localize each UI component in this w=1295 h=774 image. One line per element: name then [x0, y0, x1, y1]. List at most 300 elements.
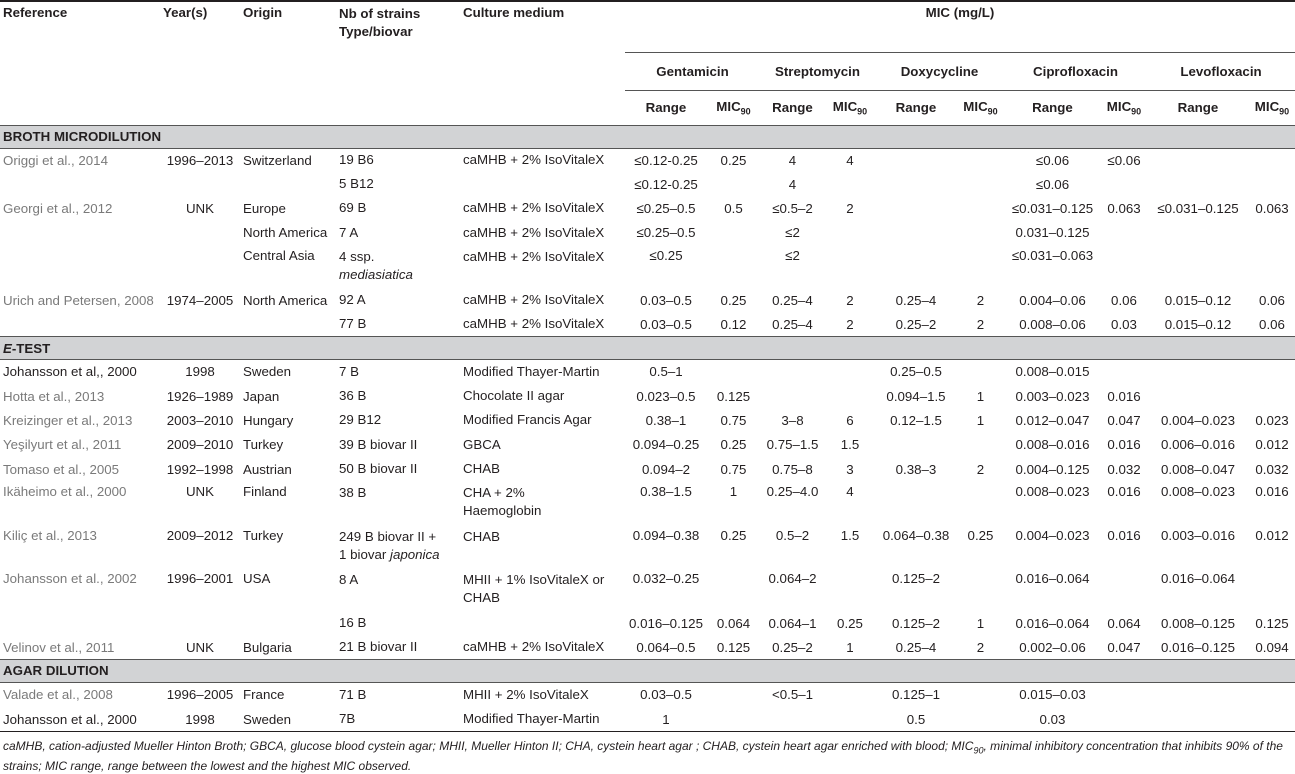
cell-origin: Turkey: [243, 437, 284, 453]
medium-line1: caMHB + 2% IsoVitaleX: [463, 292, 605, 308]
cell-origin: Turkey: [243, 527, 284, 543]
cell-mic90: 0.016: [1107, 437, 1141, 453]
cell-mic90: 0.125: [716, 639, 751, 655]
strains-line1: 36 B: [339, 388, 367, 403]
cell-range: 0.03–0.5: [640, 687, 692, 703]
cell-mic90: 0.047: [1107, 639, 1141, 655]
section-title-italic: E: [3, 340, 12, 356]
cell-mic90: [707, 221, 760, 245]
medium-line1: MHII + 1% IsoVitaleX or: [463, 572, 605, 588]
cell-mic90: [1249, 682, 1295, 707]
section-header-row: [0, 337, 1295, 360]
cell-mic90: [707, 360, 760, 384]
cell-range: 0.25–0.5: [890, 364, 942, 380]
header-row-2: [0, 53, 1295, 90]
cell-range: 0.094–0.38: [632, 527, 700, 543]
cell-range: <0.5–1: [771, 687, 814, 703]
cell-strains: [336, 611, 460, 636]
cell-mic90: [707, 568, 760, 611]
cell-range: [875, 148, 957, 172]
cell-mic90: [957, 172, 1004, 196]
section-title: BROTH MICRODILUTION: [0, 125, 1295, 148]
cell-range: ≤0.031–0.125: [1011, 200, 1094, 216]
cell-mic90: 0.25: [720, 437, 747, 453]
strains-line1: 5 B12: [339, 176, 374, 191]
cell-range: 0.125–2: [891, 571, 941, 587]
cell-mic90: 0.016: [1255, 484, 1289, 499]
col-header-years: Year(s): [160, 1, 240, 53]
cell-years: 1998: [185, 711, 215, 727]
cell-range: 1: [662, 711, 670, 727]
cell-range: 0.004–0.125: [1015, 461, 1090, 477]
cell-mic90: [825, 172, 875, 196]
subheader-mic90: [957, 90, 1004, 125]
cell-years: UNK: [185, 484, 215, 499]
cell-range: ≤0.12-0.25: [634, 176, 698, 192]
col-header-origin: Origin: [240, 1, 336, 53]
cell-range: 0.25–4: [895, 639, 937, 655]
cell-mic90: [1101, 172, 1147, 196]
cell-mic90: 0.25: [720, 527, 747, 543]
cell-reference: Ikäheimo et al., 2000: [3, 484, 127, 499]
cell-origin: Europe: [243, 200, 286, 216]
cell-medium: [460, 360, 625, 384]
cell-medium: [460, 196, 625, 221]
cell-mic90: 2: [846, 292, 854, 308]
cell-strains: [336, 172, 460, 196]
cell-range: 0.023–0.5: [636, 388, 696, 404]
cell-range: ≤0.031–0.125: [1157, 200, 1239, 216]
cell-origin: France: [243, 687, 285, 703]
cell-mic90: 0.016: [1107, 388, 1141, 404]
table-row: [0, 568, 1295, 611]
cell-strains: [336, 707, 460, 731]
cell-origin: Austrian: [243, 461, 292, 477]
medium-line1: MHII + 2% IsoVitaleX: [463, 686, 589, 702]
cell-range: 0.015–0.03: [1019, 687, 1086, 703]
medium-line1: caMHB + 2% IsoVitaleX: [463, 639, 605, 655]
section-title: [0, 337, 1295, 360]
cell-range: ≤2: [785, 247, 800, 263]
cell-range: 0.008–0.023: [1161, 484, 1235, 499]
medium-line1: Modified Thayer-Martin: [463, 711, 600, 726]
cell-mic90: [957, 245, 1004, 289]
subheader-range: Range: [645, 100, 687, 116]
cell-medium: [460, 432, 625, 457]
cell-range: 0.25–2: [895, 316, 937, 332]
cell-mic90: 6: [846, 412, 854, 428]
cell-reference: Valade et al., 2008: [3, 687, 113, 703]
subheader-range: Range: [1177, 100, 1219, 116]
cell-range: [1147, 360, 1249, 384]
cell-mic90: 4: [846, 484, 854, 499]
cell-mic90: 0.5: [724, 200, 743, 216]
section-title-rest: -TEST: [11, 340, 51, 356]
cell-range: 0.008–0.06: [1019, 316, 1086, 332]
cell-strains: [336, 682, 460, 707]
cell-years: 1998: [185, 364, 215, 380]
mic90-subscript: 90: [987, 106, 998, 117]
cell-strains: [336, 525, 460, 569]
table-row: [0, 481, 1295, 525]
cell-reference: Tomaso et al., 2005: [3, 461, 120, 477]
table-row: [0, 360, 1295, 384]
cell-mic90: 0.06: [1111, 292, 1137, 308]
cell-range: 0.5–1: [649, 364, 683, 380]
cell-mic90: 0.047: [1107, 412, 1141, 428]
col-header-medium: Culture medium: [460, 1, 625, 53]
cell-mic90: [825, 707, 875, 731]
subheader-range: Range: [1032, 100, 1073, 116]
table-row: [0, 525, 1295, 569]
cell-mic90: [707, 245, 760, 289]
cell-mic90: 0.016: [1107, 527, 1141, 543]
cell-range: [1147, 682, 1249, 707]
cell-mic90: 1: [976, 388, 985, 404]
table-row: [0, 611, 1295, 636]
cell-mic90: 0.25: [837, 615, 863, 631]
strains-line2: 1 biovar japonica: [339, 546, 440, 562]
cell-medium: [460, 682, 625, 707]
cell-years: 2009–2010: [166, 437, 234, 453]
cell-mic90: 0.125: [716, 388, 751, 404]
mic90-prefix: MIC: [832, 98, 858, 114]
cell-range: ≤0.031–0.063: [1011, 247, 1094, 263]
cell-range: 0.002–0.06: [1019, 639, 1086, 655]
cell-range: [1147, 221, 1249, 245]
cell-range: 0.008–0.047: [1161, 461, 1235, 477]
cell-strains: [336, 148, 460, 172]
cell-reference: [0, 221, 160, 245]
cell-range: [1147, 245, 1249, 289]
cell-origin: Bulgaria: [243, 639, 292, 655]
cell-medium: [460, 457, 625, 481]
cell-years: 1996–2013: [166, 152, 234, 168]
cell-mic90: [825, 384, 875, 409]
mic90-subscript: 90: [740, 106, 751, 117]
cell-mic90: [957, 481, 1004, 525]
cell-medium: [460, 384, 625, 409]
cell-mic90: [957, 360, 1004, 384]
cell-range: 0.12–1.5: [890, 412, 942, 428]
cell-range: [875, 172, 957, 196]
cell-mic90: [1249, 384, 1295, 409]
cell-medium: [460, 635, 625, 659]
cell-mic90: [1101, 568, 1147, 611]
cell-range: ≤0.06: [1035, 176, 1070, 192]
cell-range: 0.064–0.5: [636, 639, 696, 655]
cell-origin: USA: [243, 571, 271, 587]
cell-medium: [460, 245, 625, 289]
cell-range: 0.094–1.5: [886, 388, 946, 404]
cell-reference: Hotta et al., 2013: [3, 388, 105, 404]
subheader-mic90: [1249, 90, 1295, 125]
table-bottom-rule: [0, 731, 1295, 732]
strains-line2: mediasiatica: [339, 266, 413, 282]
cell-mic90: [707, 172, 760, 196]
cell-mic90: 2: [846, 200, 854, 216]
cell-range: [760, 360, 825, 384]
cell-years: [160, 221, 240, 245]
mic90-subscript: 90: [857, 106, 868, 117]
cell-mic90: 0.032: [1255, 461, 1289, 477]
cell-mic90: [957, 196, 1004, 221]
cell-mic90: 0.064: [716, 615, 751, 631]
cell-medium: [460, 525, 625, 569]
cell-strains: [336, 568, 460, 611]
cell-origin: Central Asia: [243, 247, 315, 263]
cell-range: 0.25–2: [772, 639, 813, 655]
cell-strains: [336, 635, 460, 659]
cell-range: 0.38–1: [645, 412, 687, 428]
strains-line1: 77 B: [339, 316, 367, 332]
cell-range: [875, 245, 957, 289]
strains-line1: 249 B biovar II +: [339, 528, 437, 544]
cell-origin: North America: [243, 225, 328, 241]
cell-strains: [336, 221, 460, 245]
cell-reference: Johansson et al., 2000: [3, 711, 137, 727]
cell-range: [1147, 707, 1249, 731]
table-row: [0, 221, 1295, 245]
cell-strains: [336, 384, 460, 409]
header-row-3: [0, 90, 1295, 125]
cell-mic90: [957, 707, 1004, 731]
cell-range: [1147, 148, 1249, 172]
table-row: [0, 707, 1295, 731]
strains-line1: 92 A: [339, 292, 366, 308]
cell-strains: [336, 288, 460, 312]
cell-years: 1996–2005: [166, 687, 234, 703]
cell-mic90: [957, 432, 1004, 457]
cell-medium: [460, 221, 625, 245]
cell-years: 1992–1998: [166, 461, 234, 477]
table-row: [0, 682, 1295, 707]
mic90-prefix: MIC: [1254, 98, 1280, 114]
cell-range: 0.008–0.125: [1161, 615, 1235, 631]
cell-mic90: [1249, 568, 1295, 611]
cell-mic90: 0.75: [720, 412, 747, 428]
cell-origin: Finland: [243, 484, 287, 499]
cell-range: 0.016–0.064: [1015, 571, 1090, 587]
cell-range: [875, 481, 957, 525]
footnote: [3, 738, 1291, 774]
cell-range: ≤0.25–0.5: [636, 225, 696, 241]
cell-range: 0.5–2: [775, 527, 810, 543]
cell-medium: [460, 707, 625, 731]
cell-mic90: 0.012: [1255, 527, 1289, 543]
section-header-row: [0, 125, 1295, 148]
subheader-mic90: [825, 90, 875, 125]
cell-origin: [240, 312, 336, 337]
cell-years: [160, 245, 240, 289]
cell-range: 0.064–1: [768, 615, 817, 631]
cell-range: 0.008–0.015: [1015, 364, 1090, 380]
table-row: [0, 245, 1295, 289]
mic90-subscript: 90: [1279, 106, 1290, 117]
cell-range: 0.003–0.016: [1161, 527, 1235, 543]
cell-range: ≤0.06: [1035, 152, 1070, 168]
cell-range: 0.03–0.5: [640, 316, 692, 332]
cell-range: 0.016–0.064: [1015, 615, 1090, 631]
strains-line1: 39 B biovar II: [339, 436, 418, 452]
cell-strains: [336, 432, 460, 457]
cell-origin: North America: [243, 292, 328, 308]
cell-range: 0.006–0.016: [1161, 437, 1235, 453]
medium-line1: Chocolate II agar: [463, 388, 565, 403]
cell-mic90: 0.012: [1255, 437, 1289, 453]
cell-origin: [240, 172, 336, 196]
cell-mic90: [707, 682, 760, 707]
cell-range: 3–8: [781, 412, 804, 428]
cell-reference: Johansson et al,, 2000: [3, 364, 137, 380]
cell-mic90: [825, 245, 875, 289]
cell-mic90: 0.064: [1107, 615, 1141, 631]
cell-range: 0.064–2: [768, 571, 817, 587]
medium-line1: CHAB: [463, 528, 500, 544]
cell-origin: Sweden: [243, 711, 292, 727]
cell-range: ≤2: [785, 225, 800, 241]
cell-medium: [460, 312, 625, 337]
table-row: [0, 635, 1295, 659]
medium-line1: CHAB: [463, 461, 500, 477]
cell-origin: Switzerland: [243, 152, 312, 168]
cell-mic90: 1: [976, 615, 985, 631]
cell-mic90: 1: [976, 412, 985, 428]
cell-range: 0.25–4.0: [766, 484, 819, 499]
strains-line1: 29 B12: [339, 412, 382, 428]
cell-reference: Kiliç et al., 2013: [3, 527, 97, 543]
subheader-range: Range: [772, 100, 813, 116]
cell-range: ≤0.12-0.25: [634, 152, 698, 168]
cell-origin: Japan: [243, 388, 280, 404]
cell-range: 0.016–0.125: [1161, 639, 1235, 655]
mic90-prefix: MIC: [963, 98, 988, 114]
cell-origin: Sweden: [243, 364, 292, 380]
cell-years: UNK: [185, 200, 215, 216]
cell-range: ≤0.25–0.5: [636, 200, 696, 216]
cell-range: 0.094–0.25: [632, 437, 700, 453]
cell-range: [875, 221, 957, 245]
cell-range: [875, 196, 957, 221]
mic90-subscript: 90: [1131, 106, 1142, 117]
cell-range: 0.094–2: [641, 461, 691, 477]
cell-origin: [240, 611, 336, 636]
medium-line2: CHAB: [463, 590, 500, 606]
cell-range: 0.016–0.125: [629, 615, 703, 631]
cell-mic90: 4: [846, 152, 854, 168]
cell-mic90: [957, 568, 1004, 611]
col-header-strains-line1: Nb of strains: [339, 6, 421, 21]
subheader-range: Range: [895, 100, 937, 116]
cell-range: 0.25–4: [895, 292, 937, 308]
cell-range: 4: [788, 176, 797, 192]
cell-mic90: 0.063: [1255, 200, 1289, 216]
cell-range: 0.5: [906, 711, 926, 727]
table-row: [0, 457, 1295, 481]
strains-line1: 50 B biovar II: [339, 461, 418, 477]
cell-range: 0.004–0.06: [1019, 292, 1086, 308]
cell-strains: [336, 408, 460, 432]
cell-mic90: ≤0.06: [1107, 152, 1141, 168]
cell-mic90: [707, 707, 760, 731]
cell-reference: Kreizinger et al., 2013: [3, 412, 133, 428]
cell-mic90: [1101, 221, 1147, 245]
cell-mic90: [1249, 221, 1295, 245]
cell-mic90: [825, 568, 875, 611]
subheader-mic90: [707, 90, 760, 125]
medium-line1: caMHB + 2% IsoVitaleX: [463, 224, 605, 240]
cell-range: 0.75–8: [772, 461, 813, 477]
medium-line1: caMHB + 2% IsoVitaleX: [463, 152, 605, 168]
cell-mic90: [825, 682, 875, 707]
cell-mic90: 2: [846, 316, 854, 332]
cell-reference: Velinov et al., 2011: [3, 639, 115, 655]
cell-strains: [336, 196, 460, 221]
cell-mic90: 2: [976, 316, 985, 332]
cell-medium: [460, 611, 625, 636]
cell-mic90: 2: [976, 292, 985, 308]
strains-line1: 69 B: [339, 200, 367, 216]
cell-mic90: 1: [846, 639, 854, 655]
cell-mic90: [1249, 707, 1295, 731]
antibiotic-header: Gentamicin: [625, 53, 760, 90]
cell-reference: Georgi et al., 2012: [3, 200, 113, 216]
cell-mic90: [1101, 245, 1147, 289]
cell-range: 0.38–1.5: [640, 484, 692, 499]
cell-years: UNK: [185, 639, 215, 655]
cell-strains: [336, 312, 460, 337]
cell-range: 0.25–4: [772, 292, 813, 308]
cell-mic90: 0.75: [720, 461, 747, 477]
cell-mic90: 0.06: [1259, 292, 1285, 308]
antibiotic-header: Ciprofloxacin: [1004, 53, 1147, 90]
cell-mic90: 0.25: [967, 527, 994, 543]
cell-mic90: 0.094: [1255, 639, 1289, 655]
mic90-prefix: MIC: [1106, 98, 1132, 114]
cell-range: 0.004–0.023: [1015, 527, 1090, 543]
header-row-1: [0, 1, 1295, 53]
antibiotic-header: Doxycycline: [875, 53, 1004, 90]
cell-strains: [336, 457, 460, 481]
cell-medium: [460, 172, 625, 196]
cell-range: 0.25–4: [772, 316, 813, 332]
cell-reference: [0, 611, 160, 636]
strains-line1: 7B: [339, 711, 356, 726]
cell-mic90: 1: [729, 484, 738, 499]
cell-range: ≤0.25: [649, 247, 683, 263]
cell-medium: [460, 408, 625, 432]
cell-years: 1926–1989: [166, 388, 234, 404]
cell-mic90: 0.25: [720, 152, 747, 168]
cell-range: 0.031–0.125: [1015, 225, 1090, 241]
medium-line1: caMHB + 2% IsoVitaleX: [463, 248, 605, 264]
cell-range: 0.015–0.12: [1164, 292, 1232, 308]
cell-strains: [336, 481, 460, 525]
cell-range: 0.003–0.023: [1015, 388, 1090, 404]
cell-range: 0.016–0.064: [1161, 571, 1235, 587]
cell-reference: Urich and Petersen, 2008: [3, 292, 154, 308]
table-row: [0, 432, 1295, 457]
cell-mic90: [957, 682, 1004, 707]
cell-range: [1147, 384, 1249, 409]
strains-line1: 16 B: [339, 615, 367, 631]
medium-line1: Modified Francis Agar: [463, 412, 592, 428]
cell-range: 0.032–0.25: [632, 571, 700, 587]
cell-range: 0.008–0.016: [1015, 437, 1090, 453]
table-row: [0, 384, 1295, 409]
antibiotic-header: Streptomycin: [760, 53, 875, 90]
cell-mic90: [1101, 360, 1147, 384]
